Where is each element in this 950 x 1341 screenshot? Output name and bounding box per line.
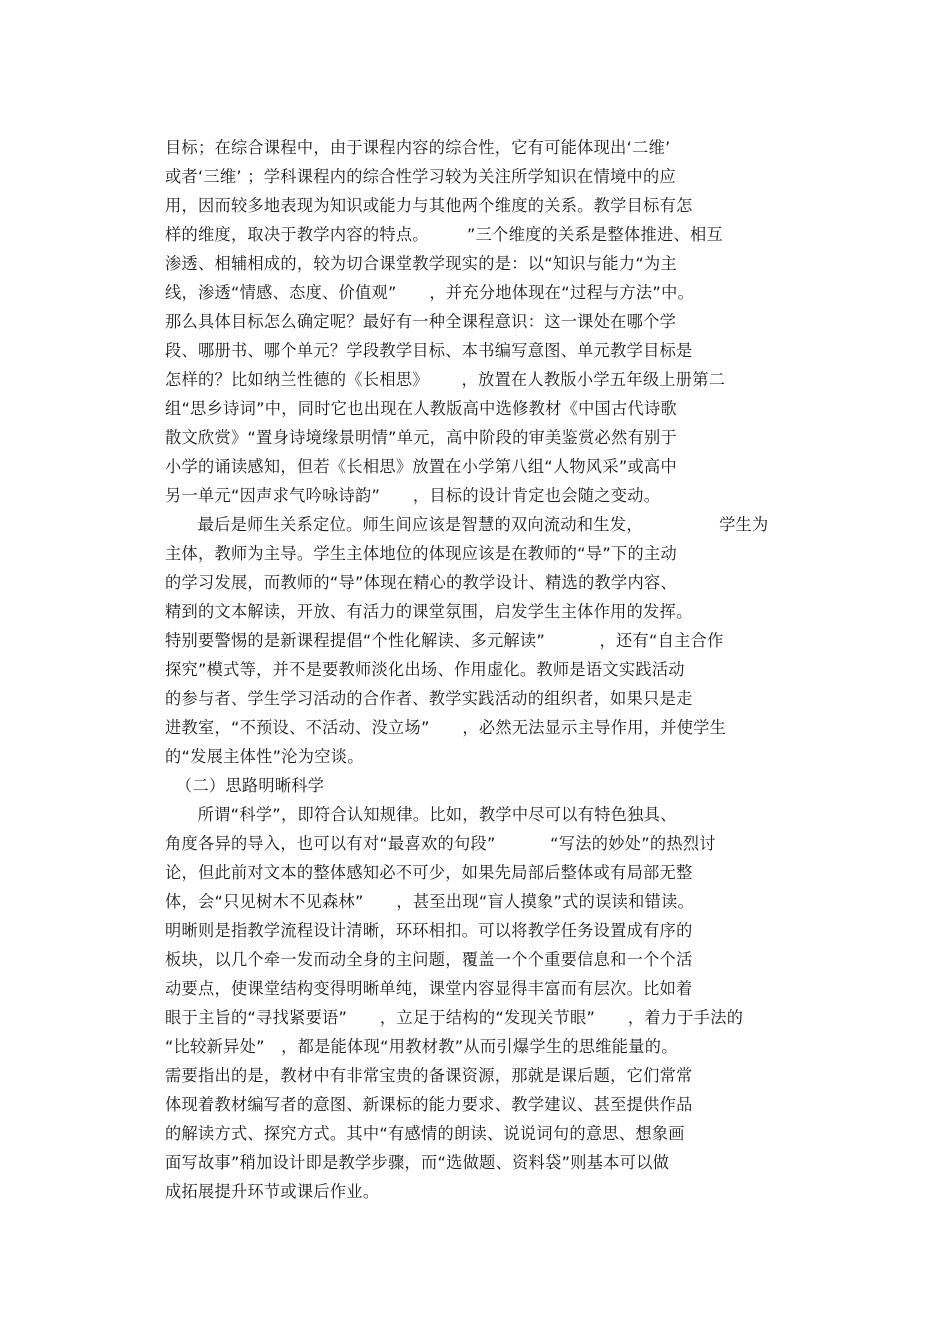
text-line: 的“发展主体性”沦为空谈。: [165, 747, 364, 766]
text-line: 体现着教材编写者的意图、新课标的能力要求、教学建议、甚至提供作品: [165, 1095, 693, 1114]
text-line: 特别要警惕的是新课程提倡“个性化解读、多元解读” ，还有“自主合作: [165, 631, 724, 650]
text-line: 组“思乡诗词”中，同时它也出现在人教版高中选修教材《中国古代诗歌: [165, 399, 677, 418]
text-line: 怎样的？比如纳兰性德的《长相思》 ，放置在人教版小学五年级上册第二: [165, 370, 726, 389]
text-line: 精到的文本解读，开放、有活力的课堂氛围，启发学生主体作用的发挥。: [165, 602, 693, 621]
text-line: 动要点，使课堂结构变得明晰单纯，课堂内容显得丰富而有层次。比如着: [165, 979, 693, 998]
text-line: 的学习发展，而教师的“导”体现在精心的教学设计、精选的教学内容、: [165, 573, 677, 592]
text-line: 明晰则是指教学流程设计清晰，环环相扣。可以将教学任务设置成有序的: [165, 921, 693, 940]
text-line: 散文欣赏》“置身诗境缘景明情”单元，高中阶段的审美鉴赏必然有别于: [165, 428, 677, 447]
text-line: 的参与者、学生学习活动的合作者、教学实践活动的组织者，如果只是走: [165, 689, 693, 708]
text-line: 用，因而较多地表现为知识或能力与其他两个维度的关系。教学目标有怎: [165, 196, 693, 215]
text-line: 目标；在综合课程中，由于课程内容的综合性，它有可能体现出‘二维’: [165, 138, 671, 157]
text-line: 论，但此前对文本的整体感知必不可少，如果先局部后整体或有局部无整: [165, 863, 693, 882]
text-line: 段、哪册书、哪个单元？学段教学目标、本书编写意图、单元教学目标是: [165, 341, 693, 360]
text-line: 需要指出的是，教材中有非常宝贵的备课资源，那就是课后题，它们常常: [165, 1066, 693, 1085]
text-line: 样的维度，取决于教学内容的特点。 ”三个维度的关系是整体推进、相互: [165, 225, 723, 244]
text-line: 板块，以几个牵一发而动全身的主问题，覆盖一个个重要信息和一个个活: [165, 950, 693, 969]
text-line: 最后是师生关系定位。师生间应该是智慧的双向流动和生发， 学生为: [165, 515, 769, 534]
text-line: 渗透、相辅相成的，较为切合课堂教学现实的是：以“知识与能力“为主: [165, 254, 677, 273]
text-line: 探究”模式等，并不是要教师淡化出场、作用虚化。教师是语文实践活动: [165, 660, 685, 679]
text-line: 体，会“只见树木不见森林” ，甚至出现“盲人摸象”式的误读和错读。: [165, 892, 695, 911]
text-line: 面写故事”稍加设计即是教学步骤，而“选做题、资料袋”则基本可以做: [165, 1153, 670, 1172]
text-line: 那么具体目标怎么确定呢？最好有一种全课程意识：这一课处在哪个学: [165, 312, 677, 331]
text-line: “比较新异处” ，都是能体现“用教材教”从而引爆学生的思维能量的。: [165, 1037, 678, 1056]
text-line: 进教室，“不预设、不活动、没立场” ，必然无法显示主导作用，并使学生: [165, 718, 727, 737]
section-heading: （二）思路明晰科学: [165, 776, 325, 795]
text-line: 或者‘三维’ ；学科课程内的综合性学习较为关注所学知识在情境中的应: [165, 167, 676, 186]
text-line: 的解读方式、探究方式。其中“有感情的朗读、说说词句的意思、想象画: [165, 1124, 685, 1143]
text-line: 另一单元“因声求气吟咏诗韵” ，目标的设计肯定也会随之变动。: [165, 486, 661, 505]
text-line: 主体，教师为主导。学生主体地位的体现应该是在教师的“导”下的主动: [165, 544, 677, 563]
text-line: 所谓“科学”，即符合认知规律。比如，教学中尽可以有特色独具、: [165, 805, 677, 824]
text-line: 线，渗透“情感、态度、价值观” ，并充分地体现在“过程与方法”中。: [165, 283, 695, 302]
text-line: 角度各异的导入，也可以有对“最喜欢的句段” “写法的妙处”的热烈讨: [165, 834, 716, 853]
text-line: 小学的诵读感知，但若《长相思》放置在小学第八组“人物风采”或高中: [165, 457, 677, 476]
text-line: 成拓展提升环节或课后作业。: [165, 1182, 380, 1201]
text-line: 眼于主旨的“寻找紧要语” ，立足于结构的“发现关节眼” ，着力于手法的: [165, 1008, 744, 1027]
